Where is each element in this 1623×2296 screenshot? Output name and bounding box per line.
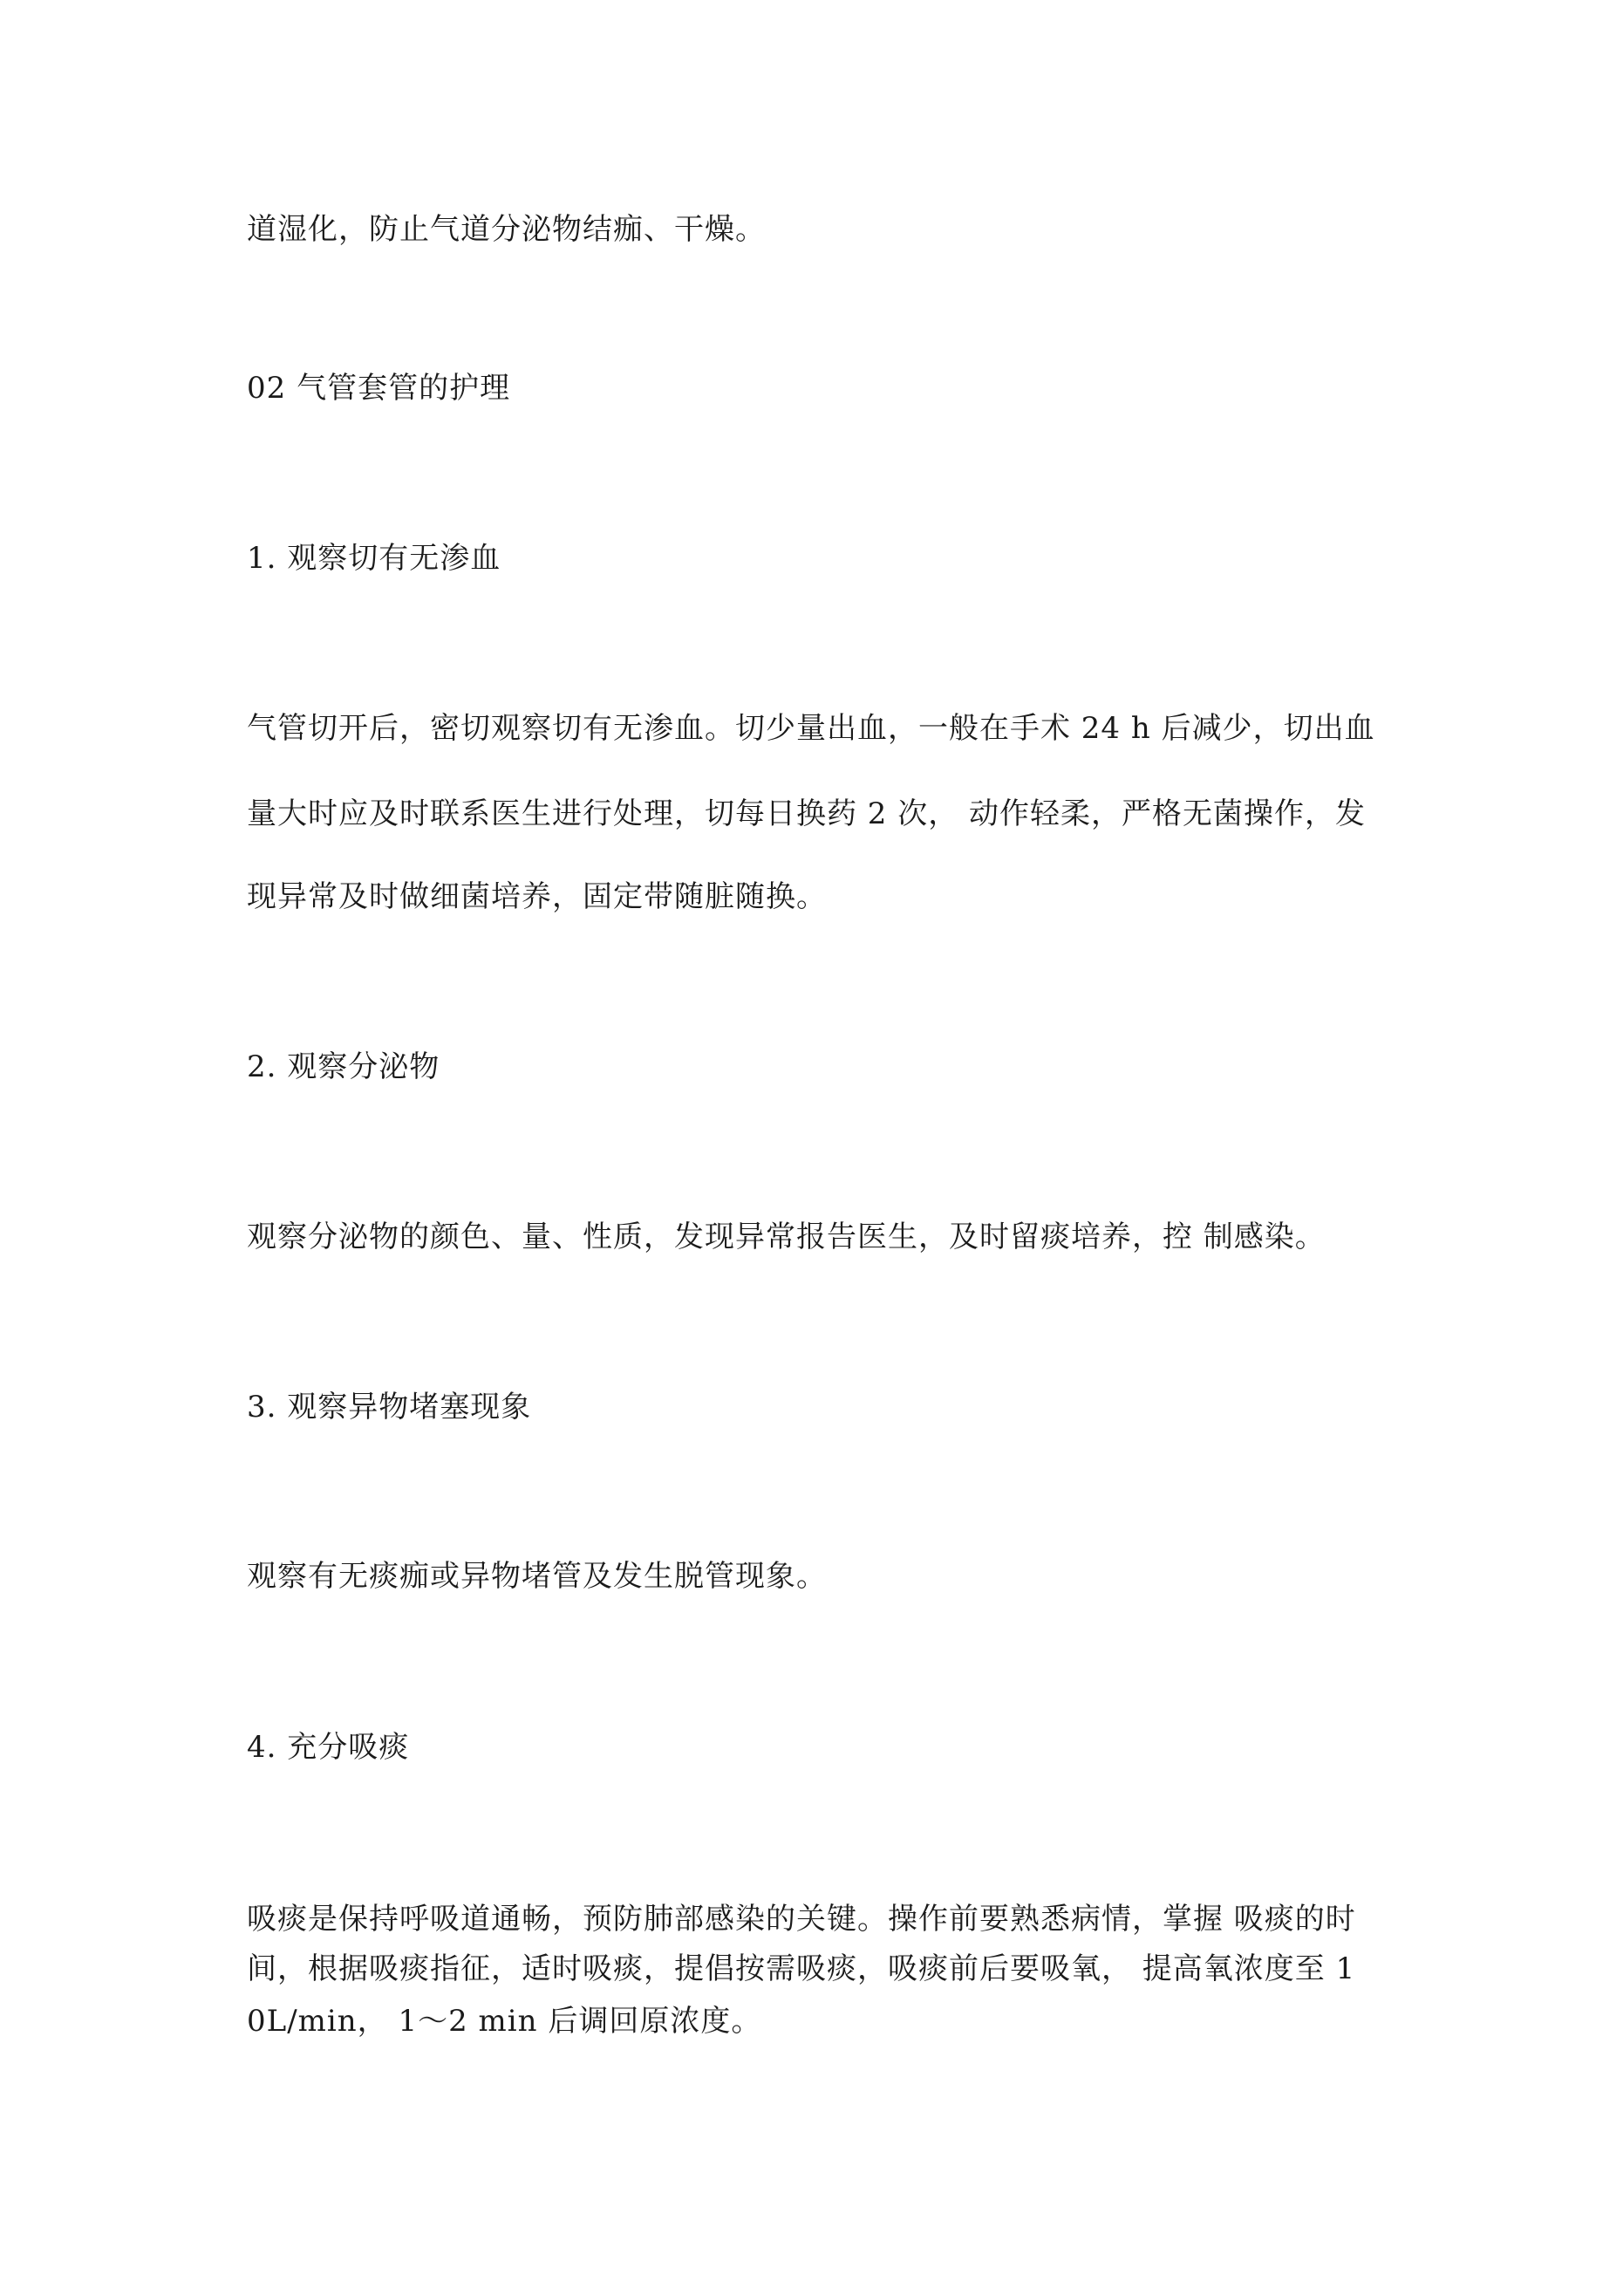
item-1-line-2: 量大时应及时联系医生进行处理，切每日换药 2 次， 动作轻柔，严格无菌操作，发: [247, 796, 1367, 831]
item-1-heading: 1. 观察切有无渗血: [247, 541, 501, 576]
item-3-heading: 3. 观察异物堵塞现象: [247, 1390, 532, 1425]
item-4-line-3: 0L/min， 1～2 min 后调回原浓度。: [247, 2004, 762, 2039]
section-title: 02 气管套管的护理: [247, 371, 511, 406]
item-4-line-2: 间，根据吸痰指征，适时吸痰，提倡按需吸痰，吸痰前后要吸氧， 提高氧浓度至 1: [247, 1951, 1356, 1986]
item-1-line-1: 气管切开后，密切观察切有无渗血。切少量出血，一般在手术 24 h 后减少，切出血: [247, 711, 1375, 746]
item-4-heading: 4. 充分吸痰: [247, 1730, 410, 1765]
item-4-line-1: 吸痰是保持呼吸道通畅，预防肺部感染的关键。操作前要熟悉病情，掌握 吸痰的时: [247, 1902, 1356, 1937]
item-3-line-1: 观察有无痰痂或异物堵管及发生脱管现象。: [247, 1559, 827, 1594]
intro-line-1: 道湿化，防止气道分泌物结痂、干燥。: [247, 212, 766, 247]
item-1-line-3: 现异常及时做细菌培养，固定带随脏随换。: [247, 879, 827, 914]
item-2-line-1: 观察分泌物的颜色、量、性质，发现异常报告医生，及时留痰培养，控 制感染。: [247, 1220, 1326, 1254]
item-2-heading: 2. 观察分泌物: [247, 1049, 440, 1084]
